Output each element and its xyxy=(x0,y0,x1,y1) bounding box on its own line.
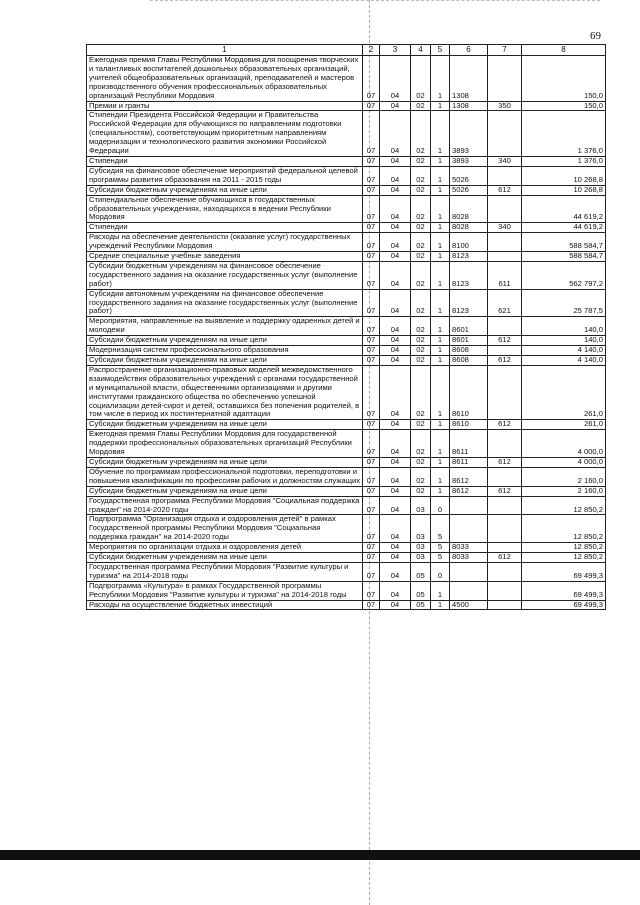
column-header: 4 xyxy=(411,45,431,56)
row-code-subprogram: 1 xyxy=(431,185,450,195)
row-code-subsection: 04 xyxy=(380,486,411,496)
row-code-expense-type xyxy=(488,195,522,223)
row-amount: 12 850,2 xyxy=(522,553,606,563)
table-row xyxy=(87,553,606,563)
row-code-section: 07 xyxy=(363,233,380,252)
row-code-subsection: 04 xyxy=(380,420,411,430)
row-amount: 150,0 xyxy=(522,56,606,102)
row-description: Подпрограмма «Культура» в рамках Государственной программы Республики Мордовия "Развитие культуры и туризма" на 2014-2018 годы xyxy=(87,581,363,600)
row-code-section: 07 xyxy=(363,553,380,563)
row-description: Субсидии бюджетным учреждениям на иные цели xyxy=(87,420,363,430)
row-code-subsection: 04 xyxy=(380,457,411,467)
row-code-subprogram: 1 xyxy=(431,156,450,166)
table-row xyxy=(87,581,606,600)
row-amount: 140,0 xyxy=(522,317,606,336)
row-code-program: 03 xyxy=(411,515,431,543)
top-scan-line xyxy=(150,0,600,2)
row-code-expense-type: 621 xyxy=(488,289,522,317)
row-description: Премии и гранты xyxy=(87,101,363,111)
row-code-program: 02 xyxy=(411,346,431,356)
budget-table-container xyxy=(86,44,605,610)
row-description: Субсидии бюджетным учреждениям на иные цели xyxy=(87,356,363,366)
table-row xyxy=(87,252,606,262)
row-code-program: 02 xyxy=(411,185,431,195)
row-code-program: 03 xyxy=(411,496,431,515)
row-amount: 588 584,7 xyxy=(522,252,606,262)
row-description: Субсидии автономным учреждениям на финансовое обеспечение государственного задания на оказание государственных услуг (выполнение работ) xyxy=(87,289,363,317)
row-code-section: 07 xyxy=(363,486,380,496)
row-code-article: 8611 xyxy=(450,430,488,458)
row-code-section: 07 xyxy=(363,496,380,515)
row-code-article: 8612 xyxy=(450,486,488,496)
row-code-expense-type: 350 xyxy=(488,101,522,111)
row-code-section: 07 xyxy=(363,562,380,581)
row-code-section: 07 xyxy=(363,223,380,233)
row-code-section: 07 xyxy=(363,166,380,185)
row-code-article: 8608 xyxy=(450,346,488,356)
row-code-expense-type xyxy=(488,562,522,581)
row-code-article: 8100 xyxy=(450,233,488,252)
row-amount: 10 268,8 xyxy=(522,185,606,195)
row-code-subsection: 04 xyxy=(380,289,411,317)
row-code-subsection: 04 xyxy=(380,553,411,563)
row-code-expense-type xyxy=(488,496,522,515)
row-amount: 4 000,0 xyxy=(522,430,606,458)
row-code-article: 8601 xyxy=(450,317,488,336)
row-code-subsection: 04 xyxy=(380,562,411,581)
row-amount: 261,0 xyxy=(522,365,606,419)
row-code-expense-type: 340 xyxy=(488,223,522,233)
row-description: Стипендии Президента Российской Федерации и Правительства Российской Федерации для обучающихся по направлениям подготовки (специальностям), соответствующим приоритетным направлениям модернизации и технологического развития экономики Российской Федерации xyxy=(87,111,363,157)
row-code-expense-type: 612 xyxy=(488,457,522,467)
row-code-article: 8028 xyxy=(450,223,488,233)
row-code-program: 02 xyxy=(411,336,431,346)
row-amount: 25 787,5 xyxy=(522,289,606,317)
table-row xyxy=(87,317,606,336)
row-code-program: 05 xyxy=(411,562,431,581)
row-code-program: 02 xyxy=(411,356,431,366)
table-row xyxy=(87,486,606,496)
row-code-section: 07 xyxy=(363,356,380,366)
row-code-expense-type xyxy=(488,581,522,600)
row-code-subsection: 04 xyxy=(380,223,411,233)
row-code-subprogram: 1 xyxy=(431,317,450,336)
row-code-program: 03 xyxy=(411,543,431,553)
row-amount: 12 850,2 xyxy=(522,515,606,543)
row-description: Стипендии xyxy=(87,156,363,166)
row-code-section: 07 xyxy=(363,56,380,102)
row-code-subprogram: 1 xyxy=(431,223,450,233)
row-code-expense-type: 612 xyxy=(488,420,522,430)
row-code-subprogram: 1 xyxy=(431,56,450,102)
row-code-article: 8611 xyxy=(450,457,488,467)
row-amount: 140,0 xyxy=(522,336,606,346)
row-code-section: 07 xyxy=(363,317,380,336)
row-code-program: 02 xyxy=(411,101,431,111)
row-code-article: 3893 xyxy=(450,156,488,166)
row-code-subsection: 04 xyxy=(380,156,411,166)
row-description: Обучение по программам профессиональной подготовки, переподготовки и повышения квалификации по профессиям рабочих и должностям служащих xyxy=(87,467,363,486)
row-code-subprogram: 1 xyxy=(431,289,450,317)
row-description: Подпрограмма "Организация отдыха и оздоровления детей" в рамках Государственной программы Республики Мордовия "Социальная поддержка граждан" на 2014-2020 годы xyxy=(87,515,363,543)
row-code-expense-type xyxy=(488,233,522,252)
row-code-subprogram: 1 xyxy=(431,600,450,610)
row-code-program: 03 xyxy=(411,553,431,563)
row-code-subprogram: 1 xyxy=(431,365,450,419)
row-description: Государственная программа Республики Мордовия "Развитие культуры и туризма" на 2014-2018 годы xyxy=(87,562,363,581)
row-code-section: 07 xyxy=(363,185,380,195)
row-code-article: 8033 xyxy=(450,543,488,553)
row-code-subprogram: 1 xyxy=(431,166,450,185)
row-code-expense-type: 611 xyxy=(488,261,522,289)
row-code-subprogram: 1 xyxy=(431,261,450,289)
row-code-article xyxy=(450,581,488,600)
row-code-subsection: 04 xyxy=(380,600,411,610)
row-code-article: 1308 xyxy=(450,56,488,102)
row-code-section: 07 xyxy=(363,195,380,223)
column-header: 3 xyxy=(380,45,411,56)
table-row xyxy=(87,356,606,366)
row-amount: 10 268,8 xyxy=(522,166,606,185)
row-code-section: 07 xyxy=(363,156,380,166)
page-number: 69 xyxy=(590,30,601,42)
row-code-subprogram: 5 xyxy=(431,515,450,543)
row-code-subsection: 04 xyxy=(380,515,411,543)
row-code-subsection: 04 xyxy=(380,430,411,458)
row-amount: 4 140,0 xyxy=(522,356,606,366)
table-row xyxy=(87,195,606,223)
row-code-program: 05 xyxy=(411,581,431,600)
row-description: Ежегодная премия Главы Республики Мордовия для государственной поддержки профессиональных образовательных организаций Республики Мордовия xyxy=(87,430,363,458)
row-code-program: 02 xyxy=(411,430,431,458)
column-header: 1 xyxy=(87,45,363,56)
table-row xyxy=(87,467,606,486)
row-code-program: 02 xyxy=(411,56,431,102)
row-code-expense-type: 612 xyxy=(488,553,522,563)
row-code-subprogram: 1 xyxy=(431,457,450,467)
row-code-article xyxy=(450,515,488,543)
row-code-subprogram: 1 xyxy=(431,581,450,600)
row-code-section: 07 xyxy=(363,457,380,467)
row-code-section: 07 xyxy=(363,430,380,458)
budget-table xyxy=(86,44,606,610)
table-row xyxy=(87,562,606,581)
row-amount: 150,0 xyxy=(522,101,606,111)
column-header: 7 xyxy=(488,45,522,56)
row-code-program: 02 xyxy=(411,289,431,317)
row-description: Субсидии бюджетным учреждениям на иные цели xyxy=(87,553,363,563)
row-code-section: 07 xyxy=(363,420,380,430)
row-amount: 44 619,2 xyxy=(522,223,606,233)
row-code-program: 02 xyxy=(411,195,431,223)
row-description: Государственная программа Республики Мордовия "Социальная поддержка граждан" на 2014-2020 годы xyxy=(87,496,363,515)
row-code-subsection: 04 xyxy=(380,252,411,262)
row-code-subsection: 04 xyxy=(380,111,411,157)
row-code-expense-type xyxy=(488,252,522,262)
row-code-program: 02 xyxy=(411,261,431,289)
row-code-article: 8610 xyxy=(450,420,488,430)
row-code-expense-type xyxy=(488,467,522,486)
row-code-subsection: 04 xyxy=(380,195,411,223)
row-amount: 69 499,3 xyxy=(522,600,606,610)
row-code-program: 02 xyxy=(411,317,431,336)
row-code-subsection: 04 xyxy=(380,543,411,553)
row-description: Субсидии бюджетным учреждениям на иные цели xyxy=(87,185,363,195)
row-code-subprogram: 5 xyxy=(431,543,450,553)
row-code-article: 4500 xyxy=(450,600,488,610)
row-code-subprogram: 1 xyxy=(431,346,450,356)
row-description: Субсидии бюджетным учреждениям на иные цели xyxy=(87,336,363,346)
table-row xyxy=(87,166,606,185)
row-code-expense-type xyxy=(488,365,522,419)
row-code-section: 07 xyxy=(363,581,380,600)
row-code-article: 8610 xyxy=(450,365,488,419)
table-row xyxy=(87,515,606,543)
table-row xyxy=(87,543,606,553)
row-code-article: 8028 xyxy=(450,195,488,223)
row-amount: 1 376,0 xyxy=(522,111,606,157)
row-amount: 4 140,0 xyxy=(522,346,606,356)
row-code-section: 07 xyxy=(363,101,380,111)
row-amount: 12 850,2 xyxy=(522,496,606,515)
row-amount: 69 499,3 xyxy=(522,562,606,581)
row-code-subsection: 04 xyxy=(380,166,411,185)
row-code-article: 8601 xyxy=(450,336,488,346)
row-code-program: 05 xyxy=(411,600,431,610)
scan-bottom-bar xyxy=(0,850,640,860)
row-code-expense-type: 612 xyxy=(488,185,522,195)
table-row xyxy=(87,496,606,515)
row-amount: 2 160,0 xyxy=(522,486,606,496)
row-code-expense-type xyxy=(488,56,522,102)
row-code-section: 07 xyxy=(363,111,380,157)
row-code-subsection: 04 xyxy=(380,346,411,356)
row-code-subprogram: 0 xyxy=(431,496,450,515)
row-code-article: 8608 xyxy=(450,356,488,366)
row-code-article: 3893 xyxy=(450,111,488,157)
row-description: Субсидии бюджетным учреждениям на иные цели xyxy=(87,486,363,496)
row-code-subprogram: 1 xyxy=(431,101,450,111)
row-description: Субсидии бюджетным учреждениям на финансовое обеспечение государственного задания на оказание государственных услуг (выполнение работ) xyxy=(87,261,363,289)
row-code-article: 1308 xyxy=(450,101,488,111)
row-code-article: 5026 xyxy=(450,166,488,185)
row-amount: 588 584,7 xyxy=(522,233,606,252)
row-code-section: 07 xyxy=(363,543,380,553)
row-code-subsection: 04 xyxy=(380,56,411,102)
column-header: 6 xyxy=(450,45,488,56)
row-code-section: 07 xyxy=(363,346,380,356)
table-header-row xyxy=(87,45,606,56)
row-amount: 261,0 xyxy=(522,420,606,430)
row-code-expense-type xyxy=(488,111,522,157)
row-code-article: 8123 xyxy=(450,252,488,262)
row-code-section: 07 xyxy=(363,467,380,486)
table-row xyxy=(87,420,606,430)
row-code-section: 07 xyxy=(363,600,380,610)
row-code-program: 02 xyxy=(411,365,431,419)
row-code-program: 02 xyxy=(411,156,431,166)
row-code-subprogram: 1 xyxy=(431,336,450,346)
row-code-subprogram: 1 xyxy=(431,195,450,223)
row-code-expense-type xyxy=(488,317,522,336)
table-row xyxy=(87,261,606,289)
row-amount: 12 850,2 xyxy=(522,543,606,553)
column-header: 5 xyxy=(431,45,450,56)
row-code-program: 02 xyxy=(411,457,431,467)
row-code-program: 02 xyxy=(411,111,431,157)
row-code-program: 02 xyxy=(411,420,431,430)
row-code-section: 07 xyxy=(363,515,380,543)
row-code-article: 8612 xyxy=(450,467,488,486)
row-description: Расходы на осуществление бюджетных инвестиций xyxy=(87,600,363,610)
row-code-subprogram: 5 xyxy=(431,553,450,563)
row-code-subprogram: 0 xyxy=(431,562,450,581)
row-code-subprogram: 1 xyxy=(431,233,450,252)
row-amount: 1 376,0 xyxy=(522,156,606,166)
table-row xyxy=(87,346,606,356)
table-row xyxy=(87,223,606,233)
row-amount: 69 499,3 xyxy=(522,581,606,600)
row-code-subsection: 04 xyxy=(380,185,411,195)
table-row xyxy=(87,111,606,157)
row-code-subsection: 04 xyxy=(380,317,411,336)
row-code-subsection: 04 xyxy=(380,233,411,252)
row-code-section: 07 xyxy=(363,252,380,262)
table-row xyxy=(87,600,606,610)
row-code-program: 02 xyxy=(411,467,431,486)
row-code-subsection: 04 xyxy=(380,581,411,600)
row-amount: 2 160,0 xyxy=(522,467,606,486)
row-code-article xyxy=(450,562,488,581)
column-header: 2 xyxy=(363,45,380,56)
row-code-expense-type: 612 xyxy=(488,356,522,366)
row-code-subprogram: 1 xyxy=(431,467,450,486)
row-code-program: 02 xyxy=(411,223,431,233)
row-code-subsection: 04 xyxy=(380,496,411,515)
row-code-subprogram: 1 xyxy=(431,430,450,458)
row-description: Расходы на обеспечение деятельности (оказание услуг) государственных учреждений Республики Мордовия xyxy=(87,233,363,252)
row-code-subprogram: 1 xyxy=(431,356,450,366)
table-row xyxy=(87,430,606,458)
row-code-section: 07 xyxy=(363,365,380,419)
table-row xyxy=(87,101,606,111)
row-code-section: 07 xyxy=(363,289,380,317)
table-row xyxy=(87,336,606,346)
row-description: Мероприятия, направленные на выявление и поддержку одаренных детей и молодежи xyxy=(87,317,363,336)
table-row xyxy=(87,156,606,166)
row-description: Ежегодная премия Главы Республики Мордовия для поощрения творческих и талантливых воспитателей дошкольных образовательных организаций, учителей общеобразовательных организаций, преподавателей и мастеров производственного обучения профессиональных образовательных организаций Республики Мордовия xyxy=(87,56,363,102)
row-code-subprogram: 1 xyxy=(431,252,450,262)
row-description: Мероприятия по организации отдыха и оздоровления детей xyxy=(87,543,363,553)
row-code-section: 07 xyxy=(363,261,380,289)
row-description: Субсидия на финансовое обеспечение мероприятий федеральной целевой программы развития образования на 2011 - 2015 годы xyxy=(87,166,363,185)
row-code-subsection: 04 xyxy=(380,365,411,419)
row-description: Распространение организационно-правовых моделей межведомственного взаимодействия образовательных учреждений с органами государственной и муниципальной власти, общественными организациями и другими институтами гражданского общества по обеспечению успешной социализации детей-сирот и детей, оставшихся без попечения родителей, в том числе в период их постинтернатной адаптации xyxy=(87,365,363,419)
row-code-expense-type xyxy=(488,346,522,356)
row-description: Модернизация систем профессионального образования xyxy=(87,346,363,356)
row-code-program: 02 xyxy=(411,486,431,496)
row-amount: 44 619,2 xyxy=(522,195,606,223)
table-row xyxy=(87,185,606,195)
table-row xyxy=(87,233,606,252)
table-row xyxy=(87,289,606,317)
column-header: 8 xyxy=(522,45,606,56)
row-code-article xyxy=(450,496,488,515)
row-code-article: 8123 xyxy=(450,289,488,317)
row-code-expense-type xyxy=(488,600,522,610)
row-description: Стипендии xyxy=(87,223,363,233)
row-code-subprogram: 1 xyxy=(431,420,450,430)
row-description: Субсидии бюджетным учреждениям на иные цели xyxy=(87,457,363,467)
row-code-subsection: 04 xyxy=(380,336,411,346)
row-code-subsection: 04 xyxy=(380,356,411,366)
row-code-expense-type xyxy=(488,543,522,553)
row-code-expense-type: 612 xyxy=(488,486,522,496)
row-code-expense-type xyxy=(488,166,522,185)
row-code-article: 8033 xyxy=(450,553,488,563)
row-code-subsection: 04 xyxy=(380,101,411,111)
row-amount: 4 000,0 xyxy=(522,457,606,467)
row-code-program: 02 xyxy=(411,252,431,262)
row-code-article: 5026 xyxy=(450,185,488,195)
table-row xyxy=(87,56,606,102)
row-code-expense-type xyxy=(488,515,522,543)
row-amount: 562 797,2 xyxy=(522,261,606,289)
row-description: Средние специальные учебные заведения xyxy=(87,252,363,262)
row-code-expense-type: 340 xyxy=(488,156,522,166)
row-code-program: 02 xyxy=(411,166,431,185)
row-code-program: 02 xyxy=(411,233,431,252)
table-row xyxy=(87,457,606,467)
row-code-article: 8123 xyxy=(450,261,488,289)
table-row xyxy=(87,365,606,419)
table-body xyxy=(87,56,606,610)
row-code-subsection: 04 xyxy=(380,467,411,486)
row-code-subsection: 04 xyxy=(380,261,411,289)
row-code-subprogram: 1 xyxy=(431,111,450,157)
row-code-expense-type xyxy=(488,430,522,458)
row-code-section: 07 xyxy=(363,336,380,346)
row-code-expense-type: 612 xyxy=(488,336,522,346)
row-description: Стипендиальное обеспечение обучающихся в государственных образовательных учреждениях, находящихся в ведении Республики Мордовия xyxy=(87,195,363,223)
row-code-subprogram: 1 xyxy=(431,486,450,496)
